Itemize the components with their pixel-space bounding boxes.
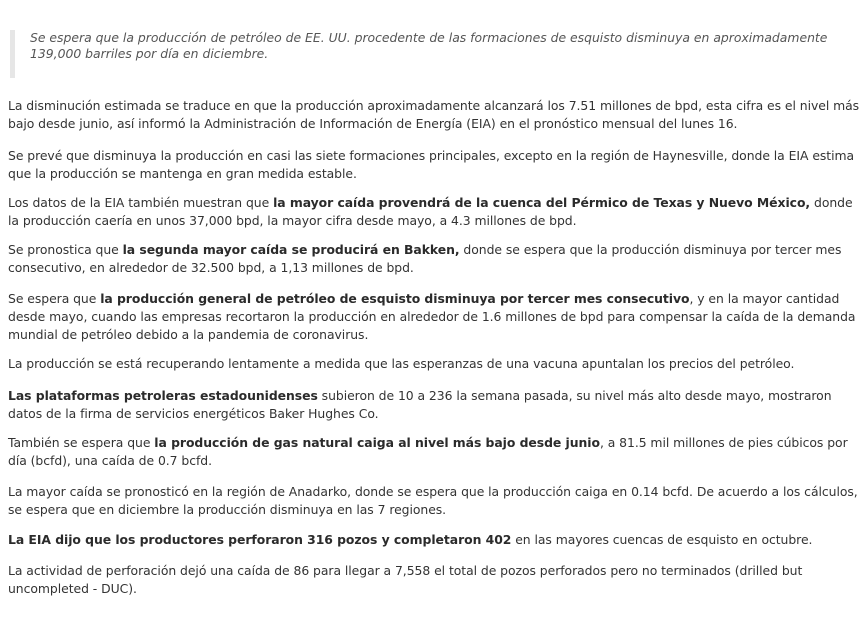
paragraph-duc: La actividad de perforación dejó una caída de 86 para llegar a 7,558 el total de pozos perforados pero no terminados (drilled but uncompleted - DUC). bbox=[8, 563, 803, 596]
pull-quote-text: Se espera que la producción de petróleo de EE. UU. procedente de las formaciones de esquisto disminuya en aproximadamente 139,000 barriles por día en diciembre. bbox=[30, 30, 828, 61]
paragraph-haynesville: Se prevé que disminuya la producción en casi las siete formaciones principales, excepto en la región de Haynesville, donde la EIA estima que la producción se mantenga en gran medida estable. bbox=[8, 148, 855, 181]
paragraph-eia-estimate: La disminución estimada se traduce en que la producción aproximadamente alcanzará los 7.51 millones de bpd, esta cifra es el nivel más bajo desde junio, así informó la Administración de Información de Energía (EIA) en el pronóstico mensual del lunes 16. bbox=[8, 98, 860, 131]
paragraph-shale-output: Se espera que la producción general de petróleo de esquisto disminuya por tercer mes consecutivo, y en la mayor cantidad desde mayo, cuando las empresas recortaron la producción en alrededor de 1.6 millones de bpd para compensar la caída de la demanda mundial de petróleo debido a la pandemia de coronavirus. bbox=[8, 291, 856, 342]
paragraph-natural-gas: También se espera que la producción de gas natural caiga al nivel más bajo desde junio, a 81.5 mil millones de pies cúbicos por día (bcfd), una caída de 0.7 bcfd. bbox=[8, 435, 848, 468]
paragraph-permian: Los datos de la EIA también muestran que la mayor caída provendrá de la cuenca del Pérmico de Texas y Nuevo México, donde la producción caería en unos 37,000 bpd, la mayor cifra desde mayo, a 4.3 millones de bpd. bbox=[8, 195, 853, 228]
paragraph-rig-count: Las plataformas petroleras estadounidenses subieron de 10 a 236 la semana pasada, su nivel más alto desde mayo, mostraron datos de la firma de servicios energéticos Baker Hughes Co. bbox=[8, 388, 832, 421]
paragraph-recovery: La producción se está recuperando lentamente a medida que las esperanzas de una vacuna apuntalan los precios del petróleo. bbox=[8, 356, 795, 371]
pull-quote bbox=[10, 30, 862, 78]
paragraph-bakken: Se pronostica que la segunda mayor caída se producirá en Bakken, donde se espera que la producción disminuya por tercer mes consecutivo, en alrededor de 32.500 bpd, a 1,13 millones de bpd. bbox=[8, 242, 842, 275]
paragraph-wells-drilled: La EIA dijo que los productores perforaron 316 pozos y completaron 402 en las mayores cuencas de esquisto en octubre. bbox=[8, 532, 813, 547]
paragraph-anadarko: La mayor caída se pronosticó en la región de Anadarko, donde se espera que la producción caiga en 0.14 bcfd. De acuerdo a los cálculos, se espera que en diciembre la producción disminuya en las 7 regiones. bbox=[8, 484, 858, 517]
